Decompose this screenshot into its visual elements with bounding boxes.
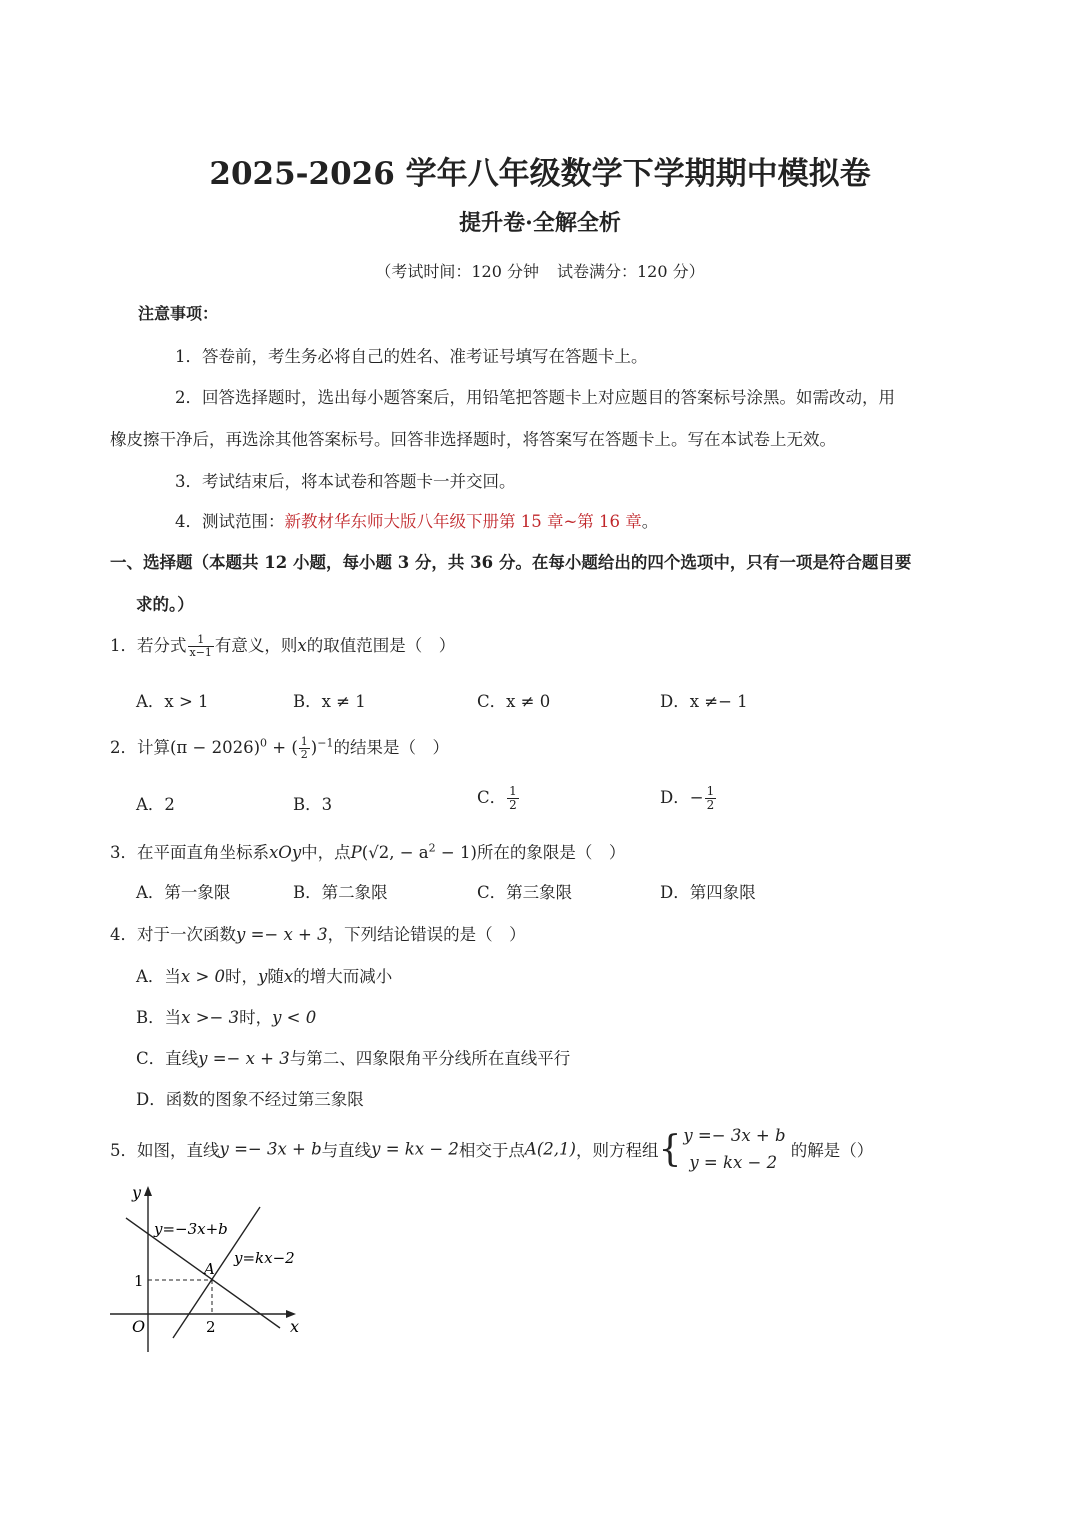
q4-option-b-math: x >− 3 [181,1008,240,1027]
q3-xoy: xOy [269,843,302,862]
page-title: 2025-2026 学年八年级数学下学期期中模拟卷 [209,156,871,192]
q5-figure [100,1182,320,1362]
y-axis-arrow-icon [144,1186,152,1196]
notice-item-3: 3．考试结束后，将本试卷和答题卡一并交回。 [175,472,516,491]
q4-option-a-text-a: A．当 [136,967,181,986]
q4-option-c-math: y =− x + 3 [198,1049,290,1068]
point-a-label: A [204,1260,215,1278]
q4-option-b-result: y < 0 [272,1008,317,1027]
q1-fraction [188,634,214,659]
exam-info [0,259,1080,282]
x-tick-label: 2 [206,1318,216,1336]
q5-eq1: y =− 3x + b [683,1126,786,1145]
q1-suffix-b: 的取值范围是（ ） [306,636,456,655]
notice-item-1: 1．答卷前，考生务必将自己的姓名、准考证号填写在答题卡上。 [175,347,648,366]
q3-stem-a: 3．在平面直角坐标系 [110,843,269,862]
question-4-stem [110,921,526,945]
q4-option-a [136,963,392,987]
q4-option-b-text-b: 时， [239,1008,273,1027]
q1-var: x [297,636,307,655]
q5-equation-system [658,1122,785,1176]
q4-option-a-text-b: 时， [225,967,259,986]
notice-item-4 [175,508,658,532]
test-range: 新教材华东师大版八年级下册第 15 章~第 16 章 [284,512,642,531]
page-subtitle: 提升卷·全解全析 [459,210,621,236]
q2-option-c-num: 1 [509,784,517,798]
q2-exp0: 0 [260,736,268,750]
q4-option-a-y: y [258,967,268,986]
q5-point: A(2,1) [524,1139,576,1159]
q3-option-a: A．第一象限 [136,883,231,902]
q4-option-a-x: x [283,967,294,986]
q2-option-b: B．3 [293,795,333,814]
q4-option-a-text-c: 随 [267,967,284,986]
q4-option-d: D．函数的图象不经过第三象限 [136,1090,364,1109]
q2-option-d-frac [705,785,717,812]
q4-option-b-text-a: B．当 [136,1008,182,1027]
section-heading-line-2: 求的。） [136,595,194,614]
notice-heading: 注意事项： [138,304,219,323]
q2-frac-num: 1 [300,735,308,748]
q5-stem-c: 相交于点 [458,1141,525,1160]
q2-prefix: 2．计算(π − 2026) [110,738,261,757]
q2-option-a: A．2 [136,795,175,814]
q3-option-d: D．第四象限 [660,883,756,902]
x-axis-label: x [290,1317,300,1336]
q1-option-a: A．x > 1 [136,692,209,711]
q5-brace: { [658,1128,682,1170]
q1-prefix: 1．若分式 [110,636,187,655]
question-3-stem [110,839,625,863]
notice-item-2-line-1: 2．回答选择题时，选出每小题答案后，用铅笔把答题卡上对应题目的答案标号涂黑。如需改动，用 [175,388,895,407]
q4-option-b [136,1004,316,1028]
q2-option-c-label: C． [477,788,507,807]
q2-option-c-frac [507,785,519,812]
q5-equations [683,1122,785,1176]
q2-exp1: −1 [317,736,334,750]
q3-coord-b: − 1) [435,843,477,862]
q2-suffix: 的结果是（ ） [333,738,449,757]
origin-label: O [132,1317,146,1336]
q4-stem-a: 4．对于一次函数 [110,925,236,944]
q4-option-a-text-d: 的增大而减小 [293,967,393,986]
q2-option-c [477,784,520,812]
q3-option-b: B．第二象限 [293,883,388,902]
line-2-label: y=kx−2 [234,1249,295,1267]
q4-option-c [136,1045,570,1069]
q3-coord-a: (√2, − a [361,843,429,862]
question-2-stem [110,734,449,761]
notice-item-4-prefix: 4．测试范围： [175,512,285,531]
q2-option-d [660,784,717,812]
question-5-stem [110,1122,873,1176]
q5-stem-e: 的解是（） [785,1141,874,1160]
q3-coord-exp: 2 [428,841,436,855]
q5-stem-d: ，则方程组 [575,1141,659,1160]
q2-option-d-den: 2 [706,798,715,812]
q5-stem-a: 5．如图，直线 [110,1141,220,1160]
q4-option-c-text-b: 与第二、四象限角平分线所在直线平行 [289,1049,571,1068]
q5-line2: y = kx − 2 [371,1139,459,1159]
q2-frac-den: 2 [300,748,308,761]
q5-line1: y =− 3x + b [219,1139,322,1159]
q1-suffix-a: 有意义，则 [214,636,298,655]
question-1-stem [110,632,455,659]
q3-stem-b: 中，点 [301,843,351,862]
section-heading-line-1: 一、选择题（本题共 12 小题，每小题 3 分，共 36 分。在每小题给出的四个选项中，只有一项是符合题目要 [110,553,912,572]
q4-option-c-text-a: C．直线 [136,1049,199,1068]
q5-stem-b: 与直线 [321,1141,372,1160]
q3-stem-c: 所在的象限是（ ） [476,843,626,862]
q1-option-d: D．x ≠− 1 [660,692,748,711]
q5-eq2: y = kx − 2 [689,1153,778,1172]
q2-close: ) [310,738,318,757]
q2-option-d-label: D．− [660,788,704,807]
q4-option-a-math: x > 0 [180,967,226,986]
q1-frac-num: 1 [188,634,214,647]
q3-point: P [350,843,362,862]
q2-option-d-num: 1 [706,784,715,798]
q1-option-b: B．x ≠ 1 [293,692,366,711]
y-tick-label: 1 [134,1272,144,1290]
q2-plus: + ( [267,738,298,757]
exam-time: （考试时间：120 分钟 [375,262,539,281]
q2-fraction [299,736,310,761]
q2-option-c-den: 2 [509,798,517,812]
q3-option-c: C．第三象限 [477,883,573,902]
q1-option-c: C．x ≠ 0 [477,692,551,711]
notice-item-4-suffix: 。 [641,512,659,531]
y-axis-label: y [132,1183,142,1202]
q1-frac-den: x−1 [189,646,212,659]
line-1-label: y=−3x+b [154,1220,228,1238]
q4-stem-b: ，下列结论错误的是（ ） [327,925,526,944]
notice-item-2-line-2: 橡皮擦干净后，再选涂其他答案标号。回答非选择题时，将答案写在答题卡上。写在本试卷上无效。 [110,430,836,449]
q4-func: y =− x + 3 [236,925,328,944]
full-score: 试卷满分：120 分） [557,262,705,281]
